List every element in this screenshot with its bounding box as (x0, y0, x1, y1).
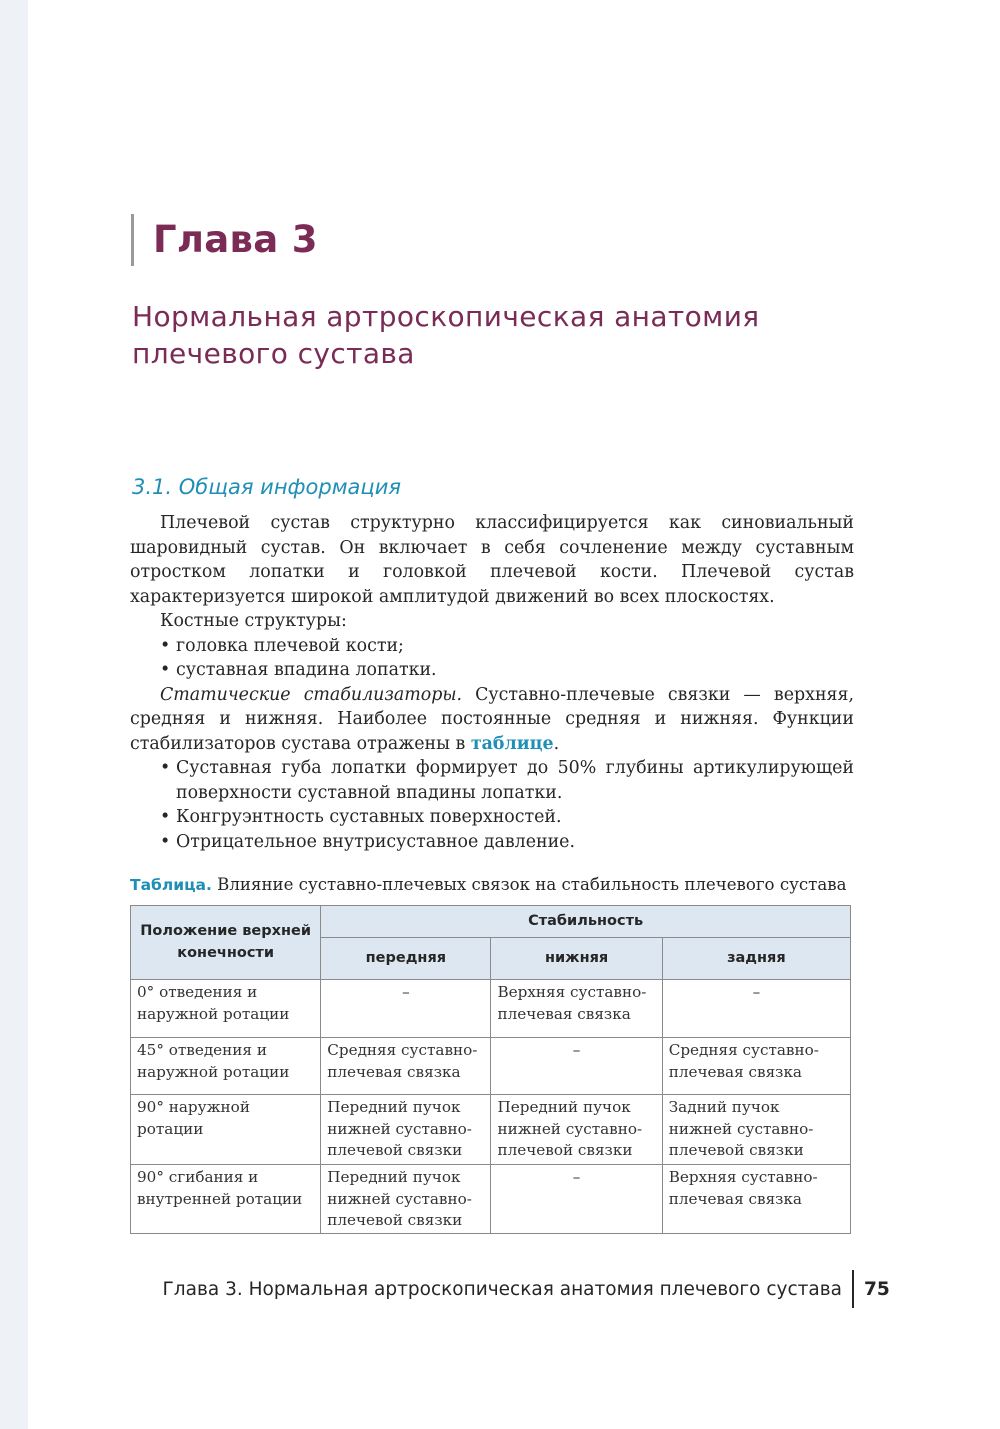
bony-structures-list (130, 634, 854, 683)
static-stabilizers-paragraph (130, 683, 854, 757)
table-reference-link[interactable]: таблице (470, 733, 554, 754)
chapter-header (131, 214, 318, 266)
table-row (131, 1165, 851, 1234)
page-number: 75 (864, 1279, 890, 1300)
bullet-icon: • (160, 831, 171, 852)
table-row (131, 980, 851, 1038)
cell-inferior: Верхняя суставно-плечевая связка (491, 980, 662, 1038)
running-footer-title: Глава 3. Нормальная артроскопическая анатомия плечевого сустава (162, 1279, 842, 1300)
table-caption-text: Влияние суставно-плечевых связок на стабильность плечевого сустава (211, 875, 847, 894)
cell-anterior: Средняя суставно-плечевая связка (321, 1038, 491, 1095)
list-item-text: Конгруэнтность суставных поверхностей. (176, 807, 562, 827)
list-item (130, 634, 854, 659)
header-position: Положение верхней конечности (131, 906, 321, 980)
footer-divider (852, 1270, 854, 1308)
cell-position: 45° отведения и наружной ротации (131, 1038, 321, 1095)
static-stabilizers-lead: Статические стабилизаторы. (160, 684, 463, 705)
cell-position: 0° отведения и наружной ротации (131, 980, 321, 1038)
cell-position: 90° сгибания и внутренней ротации (131, 1165, 321, 1234)
page-margin-strip (0, 0, 28, 1429)
intro-paragraph: Плечевой сустав структурно классифицируется как синовиальный шаровидный сустав. Он включает в себя сочленение между суставным отростком лопатки и головкой плечевой кости. Плечевой сустав характеризуется широкой амплитудой движений во всех плоскостях. (130, 513, 854, 607)
cell-inferior: – (491, 1038, 662, 1095)
list-item-text: Суставная губа лопатки формирует до 50% глубины артикулирующей поверхности суставной впадины лопатки. (176, 758, 854, 803)
cell-position: 90° наружной ротации (131, 1095, 321, 1165)
list-item-text: Отрицательное внутрисуставное давление. (176, 831, 575, 852)
table-caption-label: Таблица. (130, 876, 212, 894)
cell-posterior: Задний пучок нижней суставно-плечевой связки (662, 1095, 850, 1165)
list-item (130, 756, 854, 805)
cell-inferior: – (491, 1165, 662, 1234)
list-item-text: головка плечевой кости; (176, 635, 404, 656)
static-stabilizers-text: Суставно-плечевые связки — верхняя, средняя и нижняя. Наиболее постоянные средняя и нижняя. Функции стабилизаторов сустава отражены в (130, 684, 854, 754)
list-item (130, 805, 854, 830)
list-item (130, 830, 854, 855)
table-row (131, 1095, 851, 1165)
cell-posterior: Средняя суставно-плечевая связка (662, 1038, 850, 1095)
header-inferior: нижняя (491, 938, 662, 980)
header-stability: Стабильность (321, 906, 851, 938)
stability-table (130, 905, 851, 1234)
chapter-subtitle: Нормальная артроскопическая анатомия плечевого сустава (132, 300, 760, 370)
section-heading: 3.1. Общая информация (132, 475, 401, 499)
bullet-icon: • (160, 660, 171, 680)
bullet-icon: • (160, 758, 171, 778)
list-item-text: суставная впадина лопатки. (176, 660, 437, 680)
list-item (130, 658, 854, 683)
cell-anterior: Передний пучок нижней суставно-плечевой связки (321, 1165, 491, 1234)
bony-structures-heading: Костные структуры: (160, 611, 347, 631)
cell-posterior: – (662, 980, 850, 1038)
table-row (131, 1038, 851, 1095)
header-posterior: задняя (662, 938, 850, 980)
cell-posterior: Верхняя суставно-плечевая связка (662, 1165, 850, 1234)
cell-inferior: Передний пучок нижней суставно-плечевой связки (491, 1095, 662, 1165)
chapter-label: Глава 3 (153, 218, 318, 261)
cell-anterior: – (321, 980, 491, 1038)
sentence-end: . (553, 733, 560, 754)
table-caption (130, 873, 870, 897)
header-anterior: передняя (321, 938, 491, 980)
section-body (130, 511, 854, 854)
cell-anterior: Передний пучок нижней суставно-плечевой связки (321, 1095, 491, 1165)
bullet-icon: • (160, 635, 171, 656)
bullet-icon: • (160, 807, 171, 827)
static-stabilizers-list (130, 756, 854, 854)
